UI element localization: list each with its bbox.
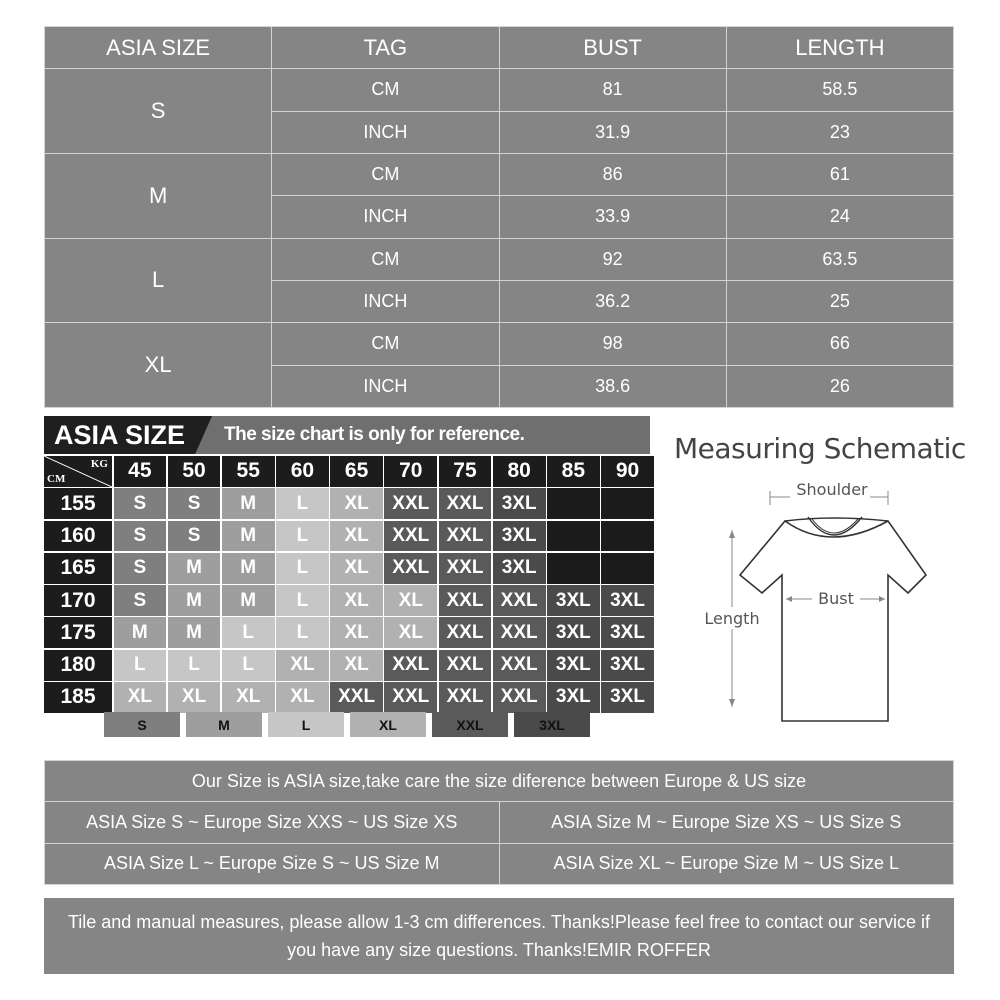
size-cell: L [222,650,275,681]
length-cell: 25 [726,280,953,322]
table-row [45,69,954,111]
size-cell [547,553,600,584]
size-cell: 3XL [493,553,546,584]
size-cell: XXL [384,488,437,519]
conversion-item: ASIA Size M ~ Europe Size XS ~ US Size S [499,802,954,843]
weight-header: 80 [493,456,546,487]
size-cell: 3XL [547,650,600,681]
conversion-table [44,760,954,885]
size-grid [44,456,654,713]
size-label: S [45,69,272,154]
shoulder-label: Shoulder [796,480,868,499]
size-cell: M [168,585,221,616]
size-cell [601,488,654,519]
conversion-header: Our Size is ASIA size,take care the size diference between Europe & US size [45,761,954,802]
header-tag: TAG [272,27,499,69]
height-header: 165 [44,553,112,584]
legend-item: 3XL [514,712,590,737]
size-cell: XXL [439,521,492,552]
length-cell: 26 [726,365,953,407]
bust-label: Bust [818,589,854,608]
legend-item: S [104,712,180,737]
table-row [45,153,954,195]
schematic-title: Measuring Schematic [674,432,966,465]
size-cell: S [114,488,167,519]
bust-cell: 92 [499,238,726,280]
size-cell: XXL [384,553,437,584]
size-cell: XL [330,650,383,681]
size-cell: XXL [493,617,546,648]
size-cell: XL [276,682,329,713]
size-cell: 3XL [601,682,654,713]
weight-header: 50 [168,456,221,487]
table-row [45,238,954,280]
chart-note: The size chart is only for reference. [224,424,525,445]
size-cell: S [114,553,167,584]
weight-header: 70 [384,456,437,487]
bust-cell: 36.2 [499,280,726,322]
size-cell: XXL [439,682,492,713]
weight-header: 45 [114,456,167,487]
size-cell: XXL [493,682,546,713]
tshirt-outline [740,521,926,721]
bust-cell: 86 [499,153,726,195]
size-cell: L [276,617,329,648]
length-cell: 24 [726,196,953,238]
size-cell: L [222,617,275,648]
size-cell: XL [330,553,383,584]
size-cell: S [168,521,221,552]
size-cell: L [276,585,329,616]
size-cell: XXL [439,553,492,584]
height-header: 180 [44,650,112,681]
size-cell [601,553,654,584]
size-cell: M [222,521,275,552]
length-cell: 23 [726,111,953,153]
size-table [44,26,954,408]
height-header: 155 [44,488,112,519]
size-label: M [45,153,272,238]
size-cell: S [168,488,221,519]
table-row [45,843,954,884]
size-cell: L [276,521,329,552]
size-cell: XXL [493,650,546,681]
tag-cell: INCH [272,196,499,238]
height-header: 170 [44,585,112,616]
weight-header: 90 [601,456,654,487]
corner-cm-label: CM [47,472,66,485]
size-cell: XL [330,488,383,519]
corner-kg-label: KG [90,458,108,470]
legend-item: L [268,712,344,737]
size-cell [547,488,600,519]
height-header: 185 [44,682,112,713]
bust-cell: 33.9 [499,196,726,238]
size-cell [547,521,600,552]
tag-cell: INCH [272,111,499,153]
bust-cell: 81 [499,69,726,111]
bust-cell: 38.6 [499,365,726,407]
header-length: LENGTH [726,27,953,69]
size-cell: 3XL [601,617,654,648]
tag-cell: CM [272,238,499,280]
tag-cell: CM [272,69,499,111]
length-cell: 61 [726,153,953,195]
height-header: 175 [44,617,112,648]
size-cell: XXL [384,650,437,681]
size-cell: S [114,521,167,552]
bust-cell: 98 [499,323,726,365]
length-cell: 58.5 [726,69,953,111]
chart-header [44,416,650,454]
size-cell: XL [114,682,167,713]
size-cell: XXL [384,521,437,552]
weight-header: 65 [330,456,383,487]
size-cell: L [168,650,221,681]
size-cell: XXL [439,585,492,616]
size-cell: XL [330,617,383,648]
size-label: XL [45,323,272,408]
size-cell: L [276,553,329,584]
weight-header: 60 [276,456,329,487]
bust-cell: 31.9 [499,111,726,153]
tag-cell: INCH [272,280,499,322]
grid-corner [44,456,112,487]
measurement-note: Tile and manual measures, please allow 1-3 cm differences. Thanks!Please feel free to contact our service if you have any size questions. Thanks!EMIR ROFFER [44,898,954,974]
size-table-header [45,27,954,69]
weight-header: 75 [439,456,492,487]
size-cell: M [222,488,275,519]
height-weight-chart [44,416,650,708]
size-cell [601,521,654,552]
weight-header: 85 [547,456,600,487]
tag-cell: CM [272,323,499,365]
size-cell: XL [222,682,275,713]
size-cell: M [222,553,275,584]
size-legend [104,712,590,737]
size-cell: XL [168,682,221,713]
size-cell: M [168,553,221,584]
length-cell: 66 [726,323,953,365]
weight-header: 55 [222,456,275,487]
chart-title: ASIA SIZE [54,420,186,450]
size-cell: L [276,488,329,519]
conversion-item: ASIA Size S ~ Europe Size XXS ~ US Size XS [45,802,500,843]
size-cell: XL [384,585,437,616]
tag-cell: CM [272,153,499,195]
length-label: Length [704,609,760,628]
size-cell: 3XL [547,585,600,616]
height-header: 160 [44,521,112,552]
size-cell: M [114,617,167,648]
tag-cell: INCH [272,365,499,407]
size-cell: XXL [493,585,546,616]
legend-item: XXL [432,712,508,737]
legend-item: XL [350,712,426,737]
size-cell: 3XL [601,650,654,681]
conversion-item: ASIA Size XL ~ Europe Size M ~ US Size L [499,843,954,884]
size-cell: XXL [439,488,492,519]
size-cell: L [114,650,167,681]
size-cell: XXL [439,650,492,681]
size-cell: XXL [330,682,383,713]
table-row [45,323,954,365]
size-cell: XXL [384,682,437,713]
length-cell: 63.5 [726,238,953,280]
table-row [45,802,954,843]
size-cell: 3XL [493,521,546,552]
size-cell: 3XL [601,585,654,616]
size-cell: 3XL [547,682,600,713]
conversion-item: ASIA Size L ~ Europe Size S ~ US Size M [45,843,500,884]
size-cell: XXL [439,617,492,648]
size-label: L [45,238,272,323]
size-cell: S [114,585,167,616]
size-cell: 3XL [493,488,546,519]
legend-item: M [186,712,262,737]
size-cell: 3XL [547,617,600,648]
size-cell: XL [330,585,383,616]
size-cell: XL [330,521,383,552]
size-cell: XL [276,650,329,681]
header-bust: BUST [499,27,726,69]
size-cell: M [168,617,221,648]
size-cell: M [222,585,275,616]
tshirt-schematic-icon [700,475,940,730]
size-cell: XL [384,617,437,648]
header-asia-size: ASIA SIZE [45,27,272,69]
table-row [45,761,954,802]
